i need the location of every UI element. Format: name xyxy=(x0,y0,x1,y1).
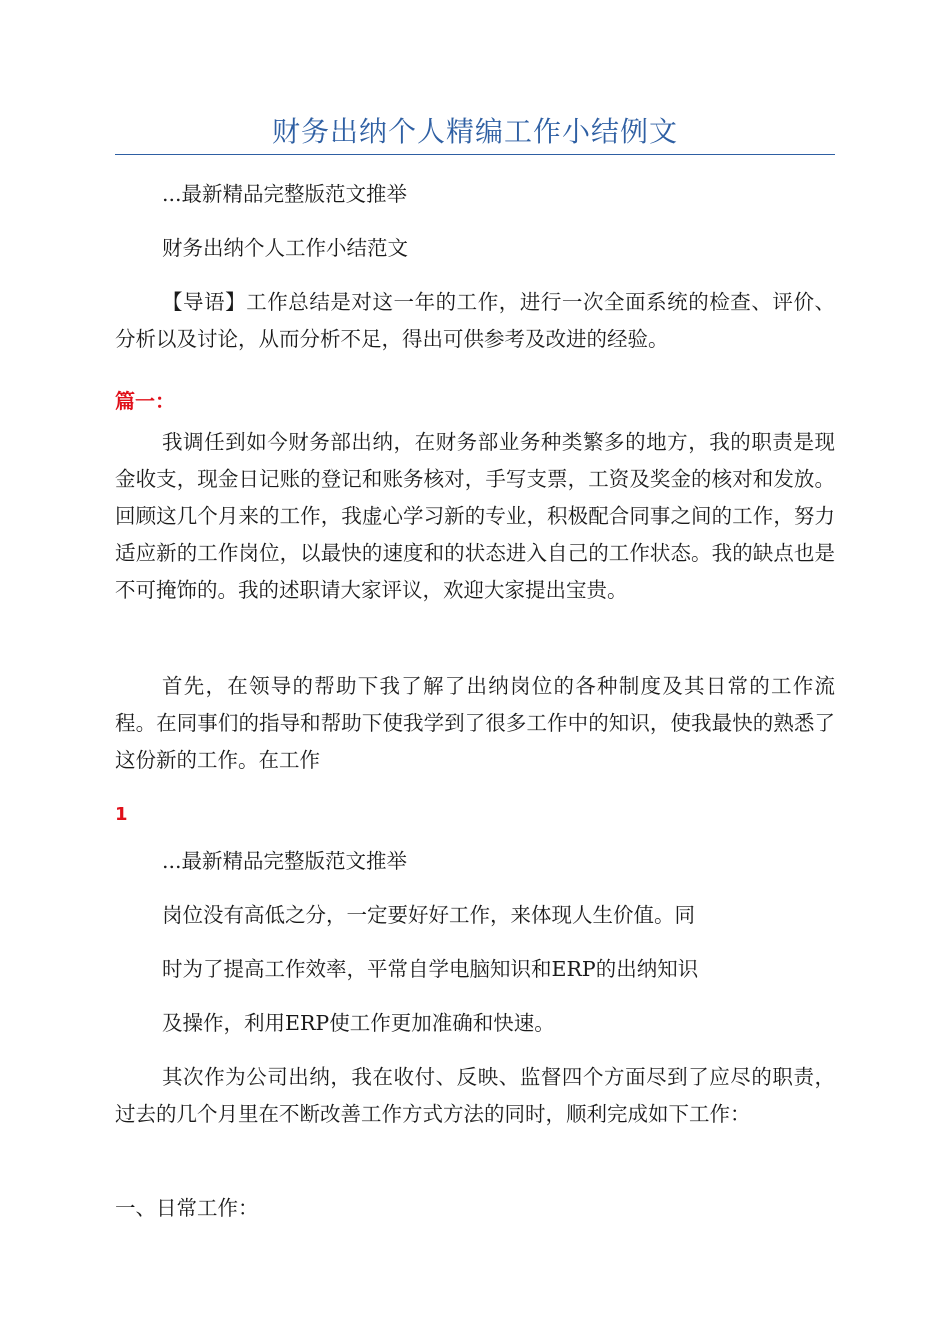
body-paragraph-2: 首先，在领导的帮助下我了解了出纳岗位的各种制度及其日常的工作流程。在同事们的指导和帮助下使我学到了很多工作中的知识，使我最快的熟悉了这份新的工作。在工作 xyxy=(115,674,835,772)
subtitle: 财务出纳个人工作小结范文 xyxy=(162,236,408,260)
intro-paragraph: 【导语】工作总结是对这一年的工作，进行一次全面系统的检查、评价、分析以及讨论，从而分析不足，得出可供参考及改进的经验。 xyxy=(115,290,835,351)
header-line-2: ...最新精品完整版范文推举 xyxy=(162,849,408,873)
header-line: ...最新精品完整版范文推举 xyxy=(162,182,408,206)
body-paragraph-3: 其次作为公司出纳，我在收付、反映、监督四个方面尽到了应尽的职责，过去的几个月里在不断改善工作方式方法的同时，顺利完成如下工作： xyxy=(115,1065,835,1126)
title-underline xyxy=(115,154,835,155)
document-title: 财务出纳个人精编工作小结例文 xyxy=(271,115,678,148)
body-line-b: 时为了提高工作效率，平常自学电脑知识和ERP的出纳知识 xyxy=(162,957,699,981)
body-line-a: 岗位没有高低之分，一定要好好工作，来体现人生价值。同 xyxy=(162,903,695,927)
page-number: 1 xyxy=(115,804,128,825)
list-heading: 一、日常工作： xyxy=(115,1196,259,1220)
body-paragraph-1: 我调任到如今财务部出纳，在财务部业务种类繁多的地方，我的职责是现金收支，现金日记账的登记和账务核对，手写支票，工资及奖金的核对和发放。回顾这几个月来的工作，我虚心学习新的专业，积极配合同事之间的工作，努力适应新的工作岗位，以最快的速度和的状态进入自己的工作状态。我的缺点也是不可掩饰的。我的述职请大家评议，欢迎大家提出宝贵。 xyxy=(115,430,835,602)
body-line-c: 及操作，利用ERP使工作更加准确和快速。 xyxy=(162,1011,555,1035)
section-heading: 篇一： xyxy=(115,389,175,413)
